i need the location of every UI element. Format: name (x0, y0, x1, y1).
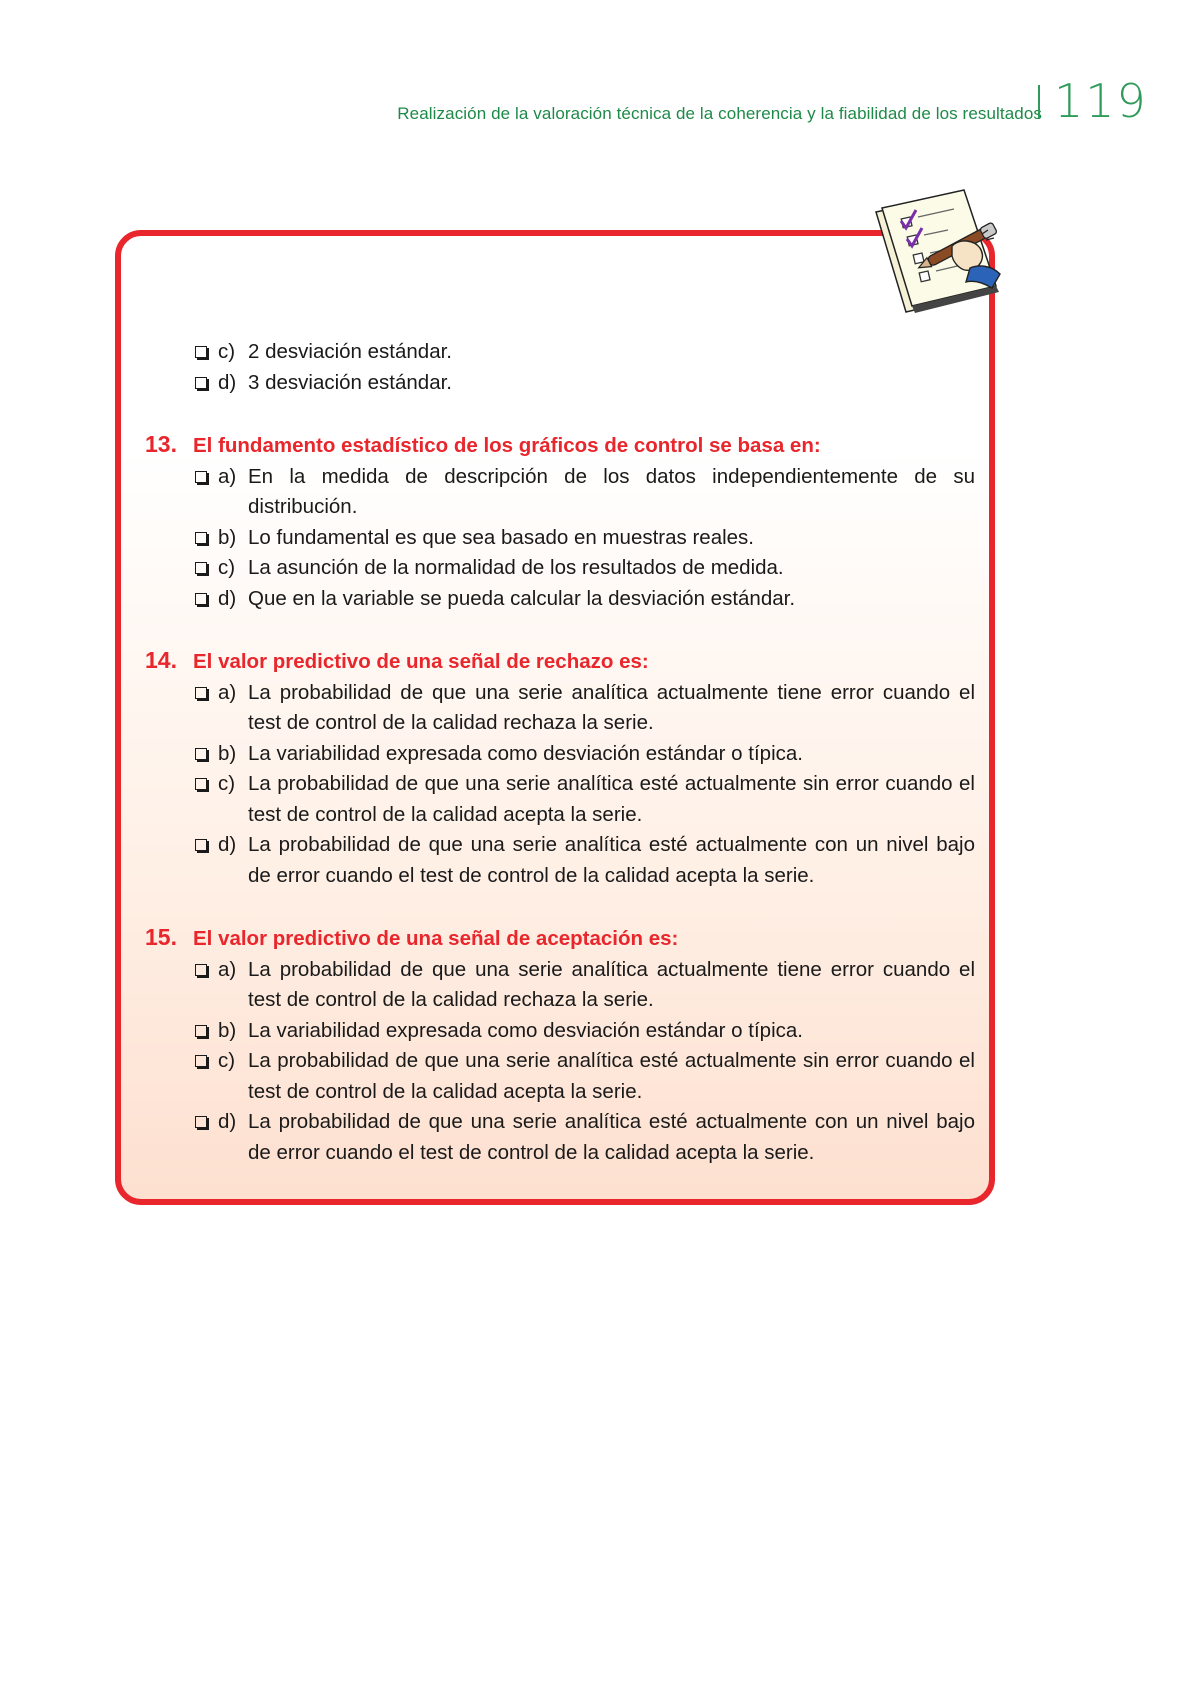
option-letter: d) (218, 833, 237, 856)
option-a[interactable] (145, 955, 975, 1016)
option-text: La probabilidad de que una serie analítica esté actualmente sin error cuando el test de control de la calidad acepta la serie. (248, 772, 975, 826)
option-text: La probabilidad de que una serie analítica esté actualmente sin error cuando el test de control de la calidad acepta la serie. (248, 1049, 975, 1103)
option-b[interactable] (145, 1016, 975, 1047)
option-d[interactable] (145, 584, 975, 615)
option-a[interactable] (145, 462, 975, 523)
question-text: El valor predictivo de una señal de rechazo es: (193, 650, 649, 673)
checkbox-icon[interactable] (195, 471, 207, 483)
option-letter: d) (218, 1110, 237, 1133)
option-d[interactable] (145, 830, 975, 891)
option-text: La probabilidad de que una serie analítica esté actualmente con un nivel bajo de error cuando el test de control de la calidad acepta la serie. (248, 833, 975, 887)
question-number: 14. (145, 647, 177, 673)
option-letter: d) (218, 586, 237, 610)
checkbox-icon[interactable] (195, 1055, 207, 1067)
question-number: 15. (145, 924, 177, 950)
option-letter: c) (218, 340, 236, 363)
continued-options (145, 337, 975, 398)
checkbox-icon[interactable] (195, 839, 207, 851)
checkbox-icon[interactable] (195, 748, 207, 760)
option-letter: c) (218, 556, 236, 579)
option-d[interactable] (145, 1107, 975, 1168)
checkbox-icon[interactable] (195, 964, 207, 976)
quiz-content (145, 337, 975, 1168)
option-b[interactable] (145, 523, 975, 554)
page-number (1038, 74, 1148, 128)
option-letter: b) (218, 1018, 237, 1042)
running-header: Realización de la valoración técnica de la coherencia y la fiabilidad de los resultados (397, 104, 1042, 123)
checkbox-icon[interactable] (195, 562, 207, 574)
option-text: La probabilidad de que una serie analítica actualmente tiene error cuando el test de control de la calidad rechaza la serie. (248, 680, 975, 734)
checkbox-icon[interactable] (195, 778, 207, 790)
checkbox-icon[interactable] (195, 1116, 207, 1128)
option-text: La probabilidad de que una serie analítica esté actualmente con un nivel bajo de error cuando el test de control de la calidad acepta la serie. (248, 1110, 975, 1164)
option-letter: a) (218, 464, 237, 488)
question-header (145, 645, 975, 678)
question-13 (145, 429, 975, 614)
option-letter: a) (218, 957, 237, 981)
option-text: La variabilidad expresada como desviación estándar o típica. (248, 741, 803, 765)
option-d[interactable] (145, 368, 975, 399)
option-a[interactable] (145, 678, 975, 739)
page-number-divider (1038, 85, 1040, 119)
checklist-with-pen-icon (868, 188, 1018, 320)
option-letter: c) (218, 1049, 236, 1072)
option-c[interactable] (145, 1046, 975, 1107)
option-c[interactable] (145, 553, 975, 584)
checkbox-icon[interactable] (195, 593, 207, 605)
option-text: En la medida de descripción de los datos independientemente de su distribución. (248, 464, 975, 518)
question-text: El fundamento estadístico de los gráficos de control se basa en: (193, 434, 821, 457)
checkbox-icon[interactable] (195, 1025, 207, 1037)
checkbox-icon[interactable] (195, 346, 207, 358)
option-letter: b) (218, 741, 237, 765)
option-c[interactable] (145, 769, 975, 830)
option-text: La variabilidad expresada como desviación estándar o típica. (248, 1018, 803, 1042)
option-letter: c) (218, 772, 236, 795)
question-15 (145, 922, 975, 1168)
option-text: La probabilidad de que una serie analítica actualmente tiene error cuando el test de control de la calidad rechaza la serie. (248, 957, 975, 1011)
checkbox-icon[interactable] (195, 377, 207, 389)
option-letter: a) (218, 680, 237, 704)
option-letter: b) (218, 525, 237, 549)
checkbox-icon[interactable] (195, 687, 207, 699)
option-text: 3 desviación estándar. (248, 370, 452, 394)
question-header (145, 429, 975, 462)
checkbox-icon[interactable] (195, 532, 207, 544)
question-text: El valor predictivo de una señal de aceptación es: (193, 927, 679, 950)
option-c[interactable] (145, 337, 975, 368)
option-text: Que en la variable se pueda calcular la desviación estándar. (248, 586, 796, 610)
option-letter: d) (218, 370, 237, 394)
option-text: Lo fundamental es que sea basado en muestras reales. (248, 525, 754, 549)
option-text: La asunción de la normalidad de los resultados de medida. (248, 556, 784, 579)
option-text: 2 desviación estándar. (248, 340, 452, 363)
page-number-value: 119 (1054, 74, 1148, 128)
option-b[interactable] (145, 739, 975, 770)
question-header (145, 922, 975, 955)
question-14 (145, 645, 975, 891)
question-number: 13. (145, 431, 177, 457)
